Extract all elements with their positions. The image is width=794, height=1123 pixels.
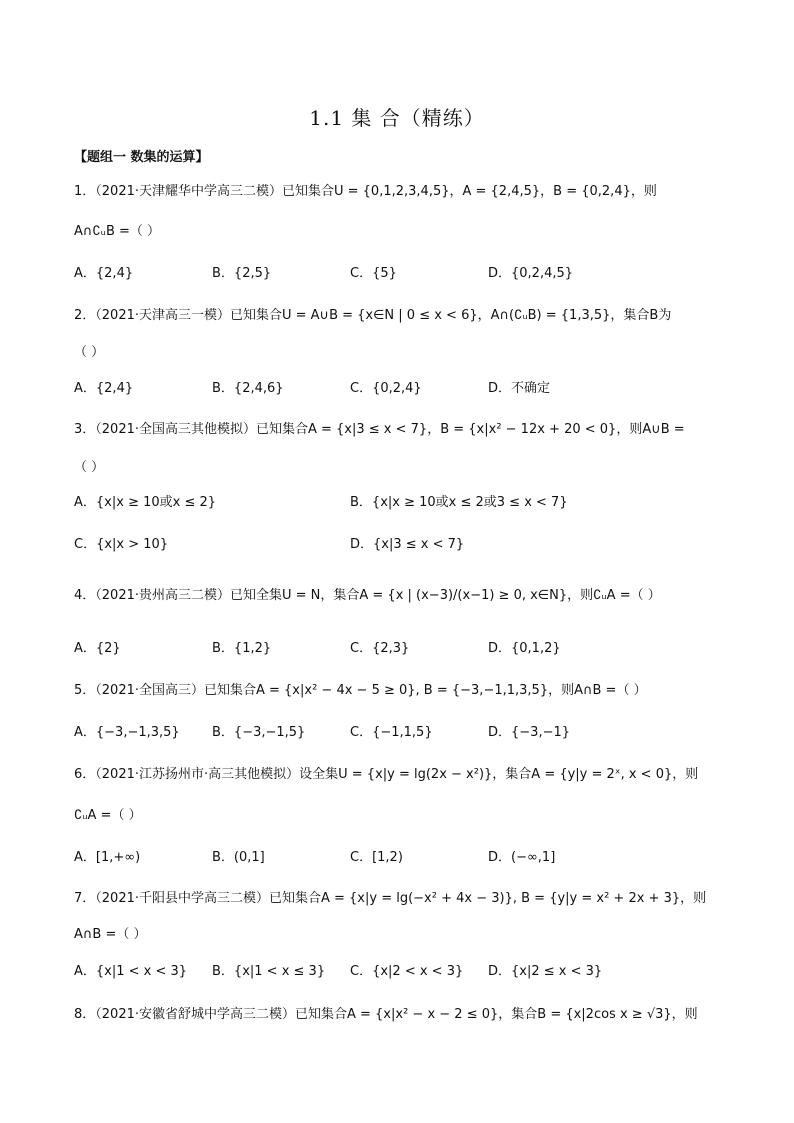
q2-option-a: A．{2,4} (74, 381, 134, 396)
page-title: 1.1 集 合（精练） (309, 106, 485, 130)
question-5-stem: 5．（2021·全国高三）已知集合A = {x|x² − 4x − 5 ≥ 0}, B = {−3,−1,1,3,5}，则A∩B =（ ） (74, 683, 647, 698)
q1-option-a: A．{2,4} (74, 266, 134, 281)
q5-option-b: B．{−3,−1,5} (212, 725, 306, 740)
question-1-stem: 1．（2021·天津耀华中学高三二模）已知集合U = {0,1,2,3,4,5}，A = {2,4,5}，B = {0,2,4}，则 (74, 184, 657, 199)
q7-option-a: A．{x|1 < x < 3} (74, 964, 188, 979)
q6-option-c: C．[1,2) (350, 850, 403, 865)
question-3-stem-cont: （ ） (74, 460, 105, 475)
q3-option-a: A．{x|x ≥ 10或x ≤ 2} (74, 495, 217, 510)
q6-option-d: D．(−∞,1] (488, 850, 556, 865)
q4-option-b: B．{1,2} (212, 641, 272, 656)
q4-option-a: A．{2} (74, 641, 121, 656)
question-6-stem: 6．（2021·江苏扬州市·高三其他模拟）设全集U = {x|y = lg(2x − x²)}，集合A = {y|y = 2ˣ, x < 0}，则 (74, 767, 699, 782)
question-2-stem-cont: （ ） (74, 345, 105, 360)
q1-option-d: D．{0,2,4,5} (488, 266, 574, 281)
q5-option-a: A．{−3,−1,3,5} (74, 725, 180, 740)
q4-option-c: C．{2,3} (350, 641, 410, 656)
q7-option-d: D．{x|2 ≤ x < 3} (488, 964, 603, 979)
q2-option-d: D．不确定 (488, 381, 551, 396)
question-4-stem: 4．（2021·贵州高三二模）已知全集U = N，集合A = {x | (x−3)/(x−1) ≥ 0, x∈N}，则∁ᵤA =（ ） (74, 588, 661, 603)
q3-option-b: B．{x|x ≥ 10或x ≤ 2或3 ≤ x < 7} (350, 495, 568, 510)
q6-option-b: B．(0,1] (212, 850, 265, 865)
section-heading: 【题组一 数集的运算】 (74, 150, 209, 165)
question-3-stem: 3．（2021·全国高三其他模拟）已知集合A = {x|3 ≤ x < 7}，B = {x|x² − 12x + 20 < 0}，则A∪B = (74, 422, 685, 437)
q2-option-b: B．{2,4,6} (212, 381, 284, 396)
question-7-stem-cont: A∩B =（ ） (74, 927, 147, 942)
q1-option-b: B．{2,5} (212, 266, 272, 281)
q3-option-d: D．{x|3 ≤ x < 7} (350, 537, 465, 552)
question-7-stem: 7．（2021·千阳县中学高三二模）已知集合A = {x|y = lg(−x² + 4x − 3)}, B = {y|y = x² + 2x + 3}，则 (74, 891, 707, 906)
q2-option-c: C．{0,2,4} (350, 381, 422, 396)
q6-option-a: A．[1,+∞) (74, 850, 141, 865)
question-2-stem: 2．（2021·天津高三一模）已知集合U = A∪B = {x∈N | 0 ≤ x < 6}，A∩(∁ᵤB) = {1,3,5}，集合B为 (74, 308, 672, 323)
q7-option-c: C．{x|2 < x < 3} (350, 964, 464, 979)
q5-option-d: D．{−3,−1} (488, 725, 571, 740)
q3-option-c: C．{x|x > 10} (74, 537, 169, 552)
q4-option-d: D．{0,1,2} (488, 641, 561, 656)
q1-option-c: C．{5} (350, 266, 397, 281)
question-1-stem-cont: A∩∁ᵤB =（ ） (74, 224, 161, 239)
q5-option-c: C．{−1,1,5} (350, 725, 433, 740)
question-8-stem: 8．（2021·安徽省舒城中学高三二模）已知集合A = {x|x² − x − 2 ≤ 0}，集合B = {x|2cos x ≥ √3}，则 (74, 1007, 698, 1022)
question-6-stem-cont: ∁ᵤA =（ ） (74, 808, 142, 823)
q7-option-b: B．{x|1 < x ≤ 3} (212, 964, 326, 979)
